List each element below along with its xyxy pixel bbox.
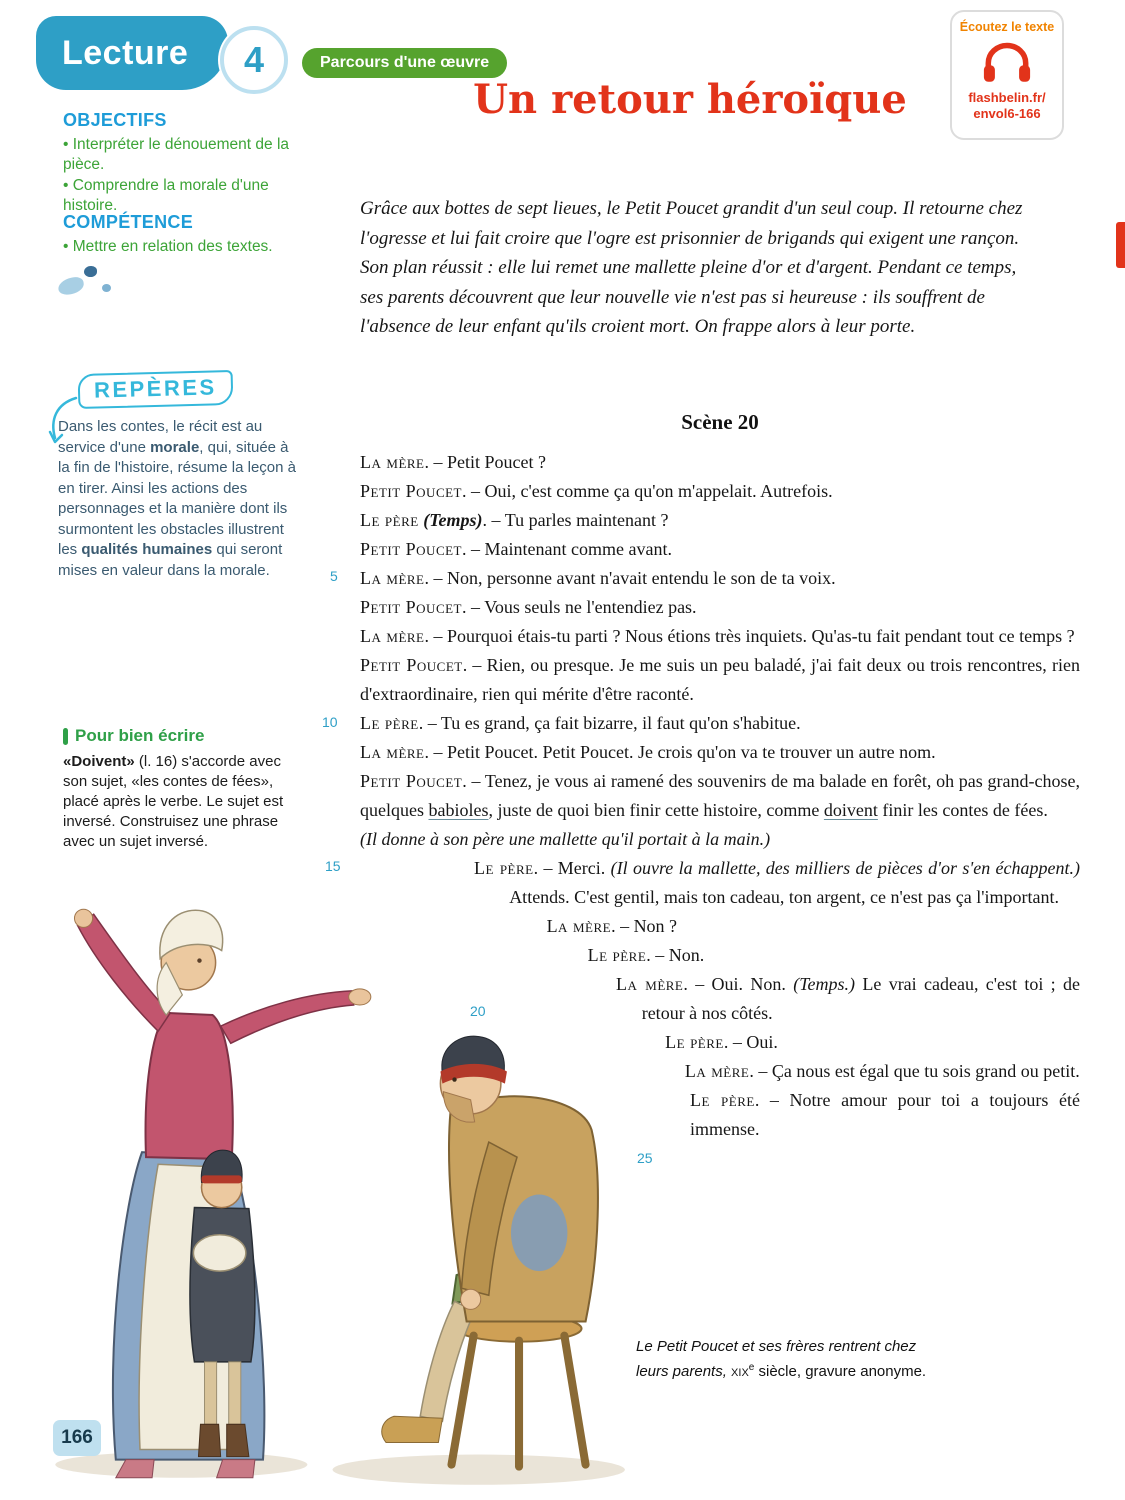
text-segment: Le père <box>665 1032 724 1052</box>
text-segment: babioles <box>428 800 489 820</box>
reperes-heading: REPÈRES <box>78 370 234 409</box>
text-segment: . – Petit Poucet. Petit Poucet. Je crois qu'on va te trouver un autre nom. <box>424 742 936 762</box>
dialogue-line <box>360 535 1080 564</box>
text-segment: Dans les contes, le récit est au service d'une <box>58 418 263 456</box>
text-segment: Le Petit Poucet et ses frères rentrent chez leurs parents, <box>636 1338 917 1380</box>
reperes-text <box>58 417 298 581</box>
illustration-caption <box>636 1336 948 1382</box>
dialogue-line <box>360 477 1080 506</box>
lecture-banner <box>36 16 228 90</box>
text-segment: (Temps) <box>423 510 483 530</box>
text-segment: (Temps.) <box>793 974 856 994</box>
line-number: 20 <box>470 1003 486 1019</box>
dialogue-line <box>360 593 1080 622</box>
objectifs-list <box>63 135 305 215</box>
text-segment: . – Oui, c'est comme ça qu'on m'appelait. Autrefois. <box>462 481 833 501</box>
page-number: 166 <box>61 1427 93 1448</box>
text-segment: (Il donne à son père une mallette qu'il portait à la main.) <box>360 829 771 849</box>
text-segment: Petit Poucet <box>360 655 463 675</box>
ink-blot <box>102 284 111 292</box>
illustration-engraving <box>15 900 640 1495</box>
text-segment: Attends. C'est gentil, mais ton cadeau, ton argent, ce n'est pas ça l'important. <box>509 887 1059 907</box>
listen-url-line1: flashbelin.fr/ <box>968 90 1046 105</box>
reperes-block <box>58 372 306 581</box>
text-segment: . – Pourquoi étais-tu parti ? Nous étions très inquiets. Qu'as-tu fait pendant tout ce temps ? <box>424 626 1075 646</box>
green-bar-icon <box>63 728 68 745</box>
unit-number-badge <box>220 26 288 94</box>
text-segment: La mère <box>360 452 425 472</box>
text-segment: . – Oui. <box>723 1032 778 1052</box>
text-segment: , juste de quoi bien finir cette histoire, comme <box>488 800 824 820</box>
text-segment: La mère <box>546 916 612 936</box>
pbe-text <box>63 752 305 852</box>
father-figure <box>382 1036 598 1466</box>
pour-bien-ecrire-label: Pour bien écrire <box>75 726 205 745</box>
ink-blot <box>84 266 97 277</box>
text-segment: . – Ça nous est égal que tu sois grand ou petit. <box>749 1061 1080 1081</box>
text-segment: La mère <box>616 974 684 994</box>
line-number: 5 <box>330 568 338 584</box>
text-segment: xix <box>731 1363 749 1380</box>
text-segment: . – Non, personne avant n'avait entendu le son de ta voix. <box>424 568 836 588</box>
text-segment: . – Merci. <box>533 858 611 878</box>
text-segment: La mère <box>360 568 425 588</box>
text-segment: finir les contes de fées. <box>877 800 1048 820</box>
text-segment: Petit Poucet <box>360 597 463 617</box>
pour-bien-ecrire-heading <box>63 726 305 746</box>
line-number: 10 <box>322 714 338 730</box>
text-segment: (l. 16) s'accorde avec son sujet, «les contes de fées», placé après le verbe. Le sujet est inversé. Construisez une phrase avec un sujet inversé. <box>63 753 284 850</box>
dialogue-line <box>360 738 1080 767</box>
objective-item: • Interpréter le dénouement de la pièce. <box>63 135 305 174</box>
dialogue-line <box>360 709 1080 738</box>
text-segment: doivent <box>823 800 878 820</box>
line-number: 15 <box>325 858 341 874</box>
pour-bien-ecrire-block <box>63 726 305 852</box>
text-segment: La mère <box>360 626 425 646</box>
competence-block <box>63 212 305 259</box>
dialogue-line <box>360 622 1080 651</box>
text-segment: Le père <box>587 945 647 965</box>
competence-heading: COMPÉTENCE <box>63 212 194 232</box>
competence-item: • Mettre en relation des textes. <box>63 237 305 257</box>
text-segment: morale <box>150 438 200 456</box>
text-segment: (Il ouvre la mallette, des milliers de pièces d'or s'en échappent.) <box>610 858 1081 878</box>
text-segment: La mère <box>684 1061 750 1081</box>
unit-number: 4 <box>243 39 265 80</box>
text-segment: . – Rien, ou presque. Je me suis un peu baladé, j'ai fait deux ou trois rencontres, rien d'extraordinaire, rien qui mérite d'être raconté. <box>360 655 1080 704</box>
text-segment: . – Notre amour pour toi a toujours été immense. <box>690 1090 1080 1139</box>
dialogue-line <box>360 651 1080 709</box>
text-segment: , qui, située à la fin de l'histoire, résume la leçon à en tirer. Ainsi les actions des personnages et la manière dont ils surmontent les obstacles illustrent les <box>58 438 296 558</box>
text-segment: Le père <box>360 713 419 733</box>
text-segment: Le vrai cadeau, c'est toi ; de retour à nos côtés. <box>641 974 1080 1023</box>
text-segment: Le père <box>360 510 419 530</box>
edge-tab <box>1116 222 1125 268</box>
dialogue-line <box>360 825 1080 854</box>
text-segment: qui seront mises en valeur dans la morale. <box>58 541 283 579</box>
text-segment: e <box>748 1362 755 1373</box>
objective-item: • Comprendre la morale d'une histoire. <box>63 176 305 215</box>
section-label: Lecture <box>62 33 189 72</box>
text-segment: . – Petit Poucet ? <box>424 452 546 472</box>
strand-pill: Parcours d'une œuvre <box>302 48 507 78</box>
listen-label: Écoutez le texte <box>959 20 1055 34</box>
dialogue-line <box>360 564 1080 593</box>
text-segment: . – Maintenant comme avant. <box>462 539 672 559</box>
text-segment: siècle, gravure anonyme. <box>754 1363 927 1380</box>
text-segment: Petit Poucet <box>360 481 463 501</box>
text-segment: Petit Poucet <box>360 539 463 559</box>
scene-heading: Scène 20 <box>681 410 759 434</box>
text-segment: . – Tu es grand, ça fait bizarre, il faut qu'on s'habitue. <box>418 713 801 733</box>
text-segment: Petit Poucet <box>360 771 463 791</box>
text-segment: . – Non ? <box>611 916 678 936</box>
dialogue-line <box>360 767 1080 825</box>
text-segment: Le père <box>690 1090 755 1110</box>
ink-blot <box>57 275 86 296</box>
ink-blot-decoration <box>58 262 148 308</box>
text-segment: Le père <box>474 858 534 878</box>
text-segment: . – Tu parles maintenant ? <box>482 510 669 530</box>
reperes-arrow-icon <box>46 394 80 446</box>
dialogue-line <box>360 448 1080 477</box>
text-segment: qualités humaines <box>81 541 213 558</box>
text-segment: . – Oui. Non. <box>683 974 794 994</box>
text-segment: . – Vous seuls ne l'entendiez pas. <box>462 597 697 617</box>
text-segment: . – Non. <box>646 945 705 965</box>
intro-paragraph: Grâce aux bottes de sept lieues, le Petit Poucet grandit d'un seul coup. Il retourne chez l'ogresse et lui fait croire que l'ogre est prisonnier de brigands qui exigent une rançon. Son plan réussit : elle lui remet une mallette pleine d'or et d'argent. Pendant ce temps, ses parents découvrent que leur nouvelle vie n'est pas si heureuse : ils souffrent de l'absence de leur enfant qu'ils croient mort. On frappe alors à leur porte. <box>360 198 1023 337</box>
competence-list <box>63 237 305 257</box>
listen-url-line2: envol6-166 <box>973 106 1041 121</box>
text-segment: «Doivent» <box>63 753 135 770</box>
page-title: Un retour héroïque <box>473 76 907 123</box>
text-segment: . – Tenez, je vous ai ramené des souvenirs de ma balade en forêt, oh pas grand-chose, quelques <box>360 771 1080 820</box>
page-number-badge <box>53 1420 101 1456</box>
dialogue-line <box>360 506 1080 535</box>
text-segment: La mère <box>360 742 425 762</box>
line-number: 25 <box>637 1150 653 1166</box>
objectifs-block <box>63 110 305 217</box>
objectifs-heading: OBJECTIFS <box>63 110 167 130</box>
